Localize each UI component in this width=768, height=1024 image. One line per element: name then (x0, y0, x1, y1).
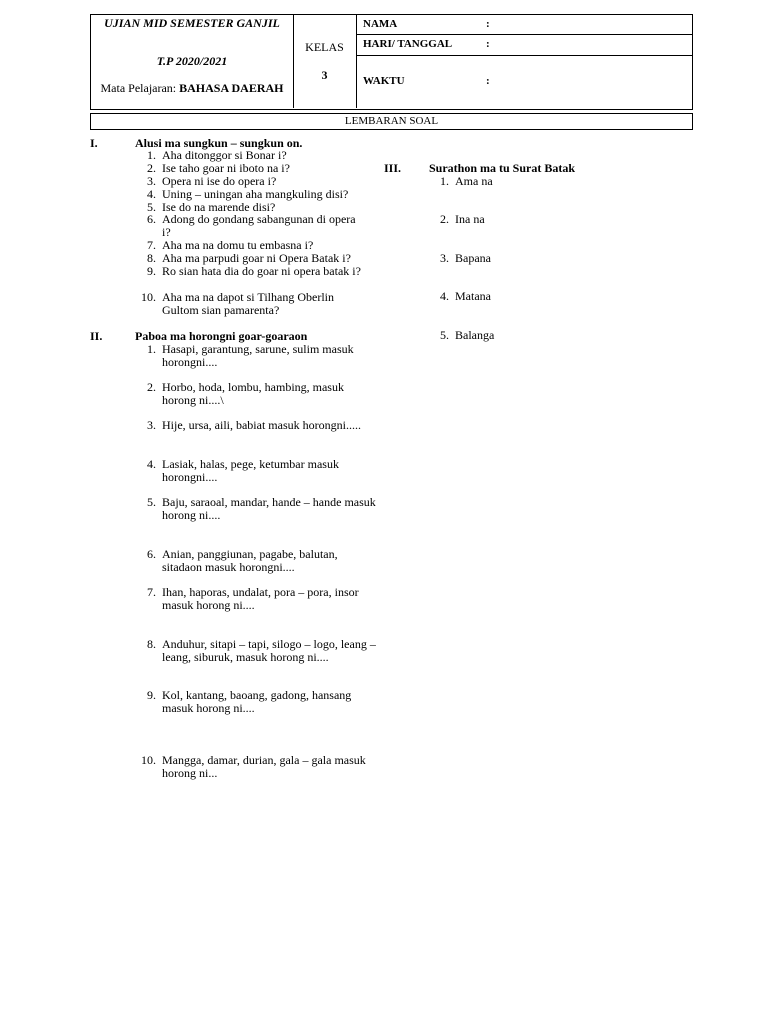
section1-title: Alusi ma sungkun – sungkun on. (135, 136, 303, 150)
class-label: KELAS (305, 40, 344, 54)
list-item: 6. Adong do gondang sabangunan di opera i? (147, 212, 356, 239)
list-item: 8. Anduhur, sitapi – tapi, silogo – logo, leang – leang, siburuk, masuk horong ni.... (147, 637, 376, 664)
section2-title: Paboa ma horongni goar-goaraon (135, 329, 308, 343)
list-item: 5. Baju, saraoal, mandar, hande – hande masuk horong ni.... (147, 495, 376, 522)
list-item: 8. Aha ma parpudi goar ni Opera Batak i? (147, 251, 351, 265)
section2-numeral: II. (90, 329, 103, 343)
list-item: 1. Ama na (440, 174, 493, 188)
time-field[interactable] (356, 56, 692, 108)
list-item: 3. Opera ni ise do opera i? (147, 174, 277, 188)
exam-title: UJIAN MID SEMESTER GANJIL (104, 16, 280, 30)
sheet-title: LEMBARAN SOAL (90, 113, 693, 130)
list-item: 1. Aha ditonggor si Bonar i? (147, 148, 287, 162)
date-colon: : (486, 38, 490, 50)
section1-numeral: I. (90, 136, 98, 150)
name-field[interactable] (356, 15, 692, 35)
list-item: 7. Aha ma na domu tu embasna i? (147, 238, 314, 252)
subject (91, 81, 293, 95)
list-item: 7. Ihan, haporas, undalat, pora – pora, insor masuk horong ni.... (147, 585, 359, 612)
date-field[interactable] (356, 35, 692, 56)
list-item: 10. Mangga, damar, durian, gala – gala masuk horong ni... (141, 753, 366, 780)
list-item: 4. Matana (440, 289, 491, 303)
section3-title: Surathon ma tu Surat Batak (429, 161, 576, 175)
student-fields-cell (356, 15, 692, 108)
class-cell (293, 15, 357, 108)
time-colon: : (486, 75, 490, 87)
list-item: 5. Balanga (440, 328, 495, 342)
list-item: 3. Hije, ursa, aili, babiat masuk horongni..... (147, 418, 361, 432)
list-item: 6. Anian, panggiunan, pagabe, balutan, sitadaon masuk horongni.... (147, 547, 338, 574)
list-item: 4. Uning – uningan aha mangkuling disi? (147, 187, 349, 201)
subject-value: BAHASA DAERAH (179, 81, 284, 95)
date-label: HARI/ TANGGAL (363, 38, 453, 50)
class-value: 3 (321, 68, 328, 82)
exam-info-cell (91, 15, 294, 108)
list-item: 2. Horbo, hoda, lombu, hambing, masuk horong ni....\ (147, 380, 344, 407)
exam-header (90, 14, 693, 110)
name-label: NAMA (363, 18, 398, 30)
school-year: T.P 2020/2021 (156, 54, 228, 68)
list-item: 5. Ise do na marende disi? (147, 200, 276, 214)
list-item: 2. Ina na (440, 212, 485, 226)
list-item: 4. Lasiak, halas, pege, ketumbar masuk horongni.... (147, 457, 339, 484)
list-item: 2. Ise taho goar ni iboto na i? (147, 161, 290, 175)
list-item: 9. Kol, kantang, baoang, gadong, hansang masuk horong ni.... (147, 688, 352, 715)
list-item: 1. Hasapi, garantung, sarune, sulim masuk horongni.... (147, 342, 354, 369)
list-item: 9. Ro sian hata dia do goar ni opera batak i? (147, 264, 361, 278)
section3-numeral: III. (384, 161, 402, 175)
name-colon: : (486, 18, 490, 30)
time-label: WAKTU (363, 75, 405, 87)
subject-label: Mata Pelajaran: (100, 81, 177, 95)
list-item: 10. Aha ma na dapot si Tilhang Oberlin Gultom sian pamarenta? (141, 290, 334, 317)
list-item: 3. Bapana (440, 251, 491, 265)
